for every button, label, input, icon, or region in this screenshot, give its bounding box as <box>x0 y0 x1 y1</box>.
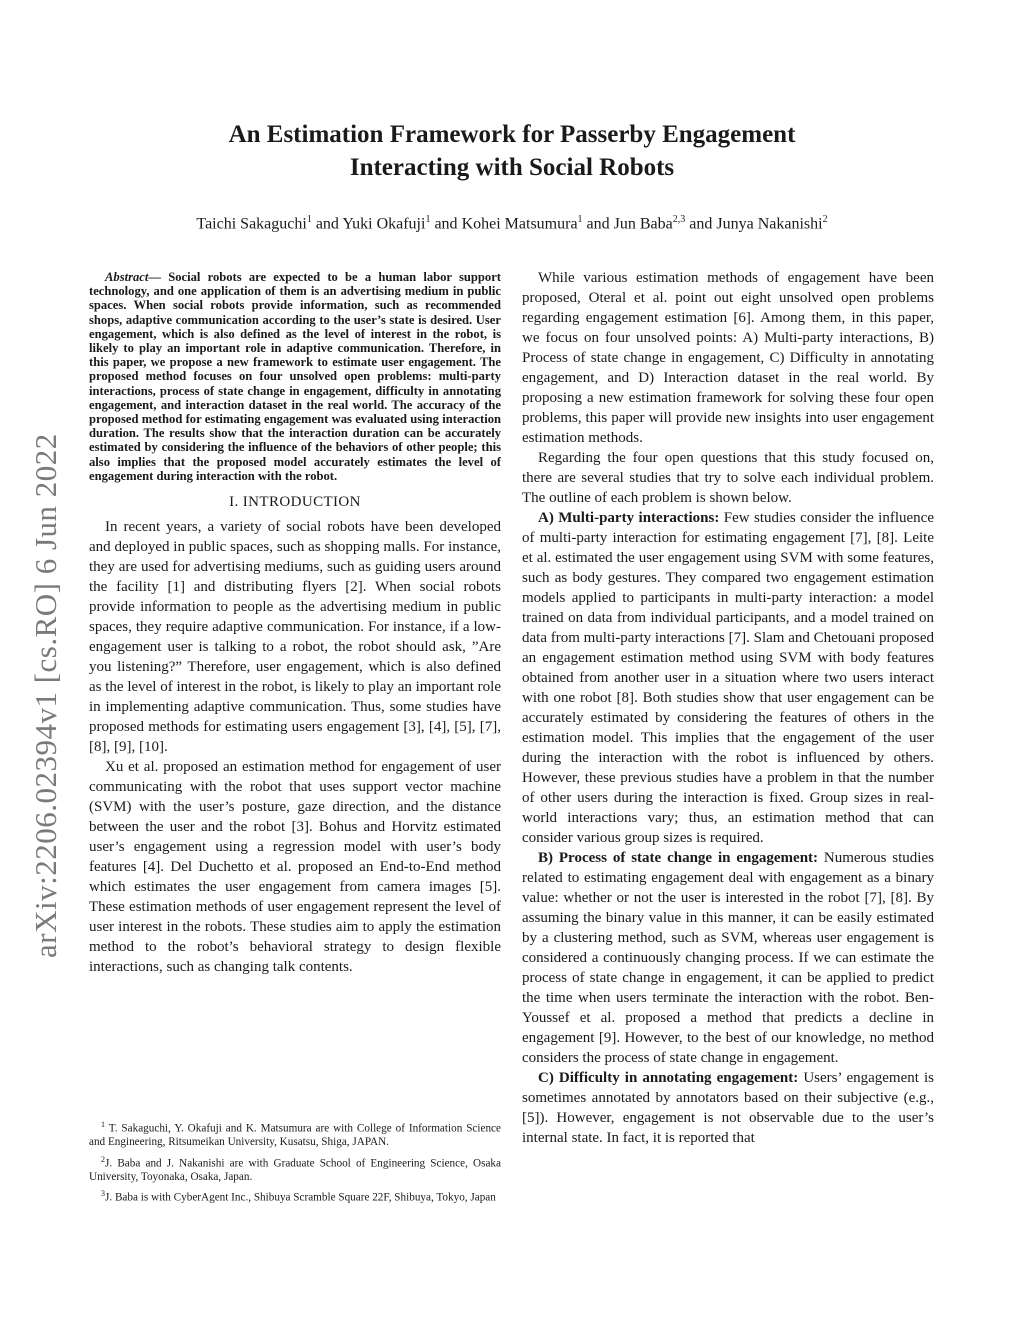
paragraph-lead: A) Multi-party interactions: <box>538 510 720 526</box>
paragraph-lead: B) Process of state change in engagement: <box>538 850 819 866</box>
author-joiner: and <box>311 215 343 233</box>
body-paragraph <box>522 448 934 508</box>
author-name: Jun Baba <box>613 215 673 233</box>
footnote-text: J. Baba and J. Nakanishi are with Graduate School of Engineering Science, Osaka University, Toyonaka, Osaka, Japan. <box>89 1157 501 1183</box>
author-affiliation-mark: 1 <box>425 214 431 225</box>
author-joiner: and <box>582 215 614 233</box>
body-paragraph <box>522 848 934 1068</box>
paragraph-text: Users’ engagement is sometimes annotated by annotators based on their subjective (e.g., [5]). However, engagement is not observable due to the user’s internal state. In fact, it is reported that <box>522 1070 934 1146</box>
footnote-text: T. Sakaguchi, Y. Okafuji and K. Matsumura are with College of Information Science and Engineering, Ritsumeikan University, Kusatsu, Shiga, JAPAN. <box>89 1122 501 1149</box>
author-affiliation-mark: 1 <box>306 214 312 225</box>
abstract-text: — Social robots are expected to be a human labor support technology, and one application of them is an advertising medium in public spaces. When social robots provide information, such as recommended shops, adaptive communication according to the user’s state is desired. User engagement, which is also defined as the level of interest in the robot, is likely to play an important role in adaptive communication. Therefore, in this paper, we propose a new framework to estimate user engagement. The proposed method focuses on four unsolved open problems: multi-party interactions, process of state change in engagement, difficulty in annotating engagement, and interaction dataset in the real world. The accuracy of the proposed method for estimating engagement was evaluated using interaction duration. The results show that the interaction duration can be accurately estimated by considering the influence of the behaviors of other people; this also implies that the proposed model accurately estimates the level of engagement during interaction with the robot. <box>89 270 501 483</box>
author-affiliation-mark: 2,3 <box>672 214 686 225</box>
title-line-2: Interacting with Social Robots <box>349 154 675 181</box>
abstract <box>89 270 501 483</box>
paragraph-text: Few studies consider the influence of multi-party interaction for estimating engagement [7], [8]. Leite et al. estimated the user engagement using SVM with some features, such as body gestures. They compared two engagement estimation models applied to participants in multi-party interaction: a model trained on data from individual participants, and a model trained on data from multi-party interactions [7]. Slam and Chetouani proposed an engagement estimation method using SVM with body features obtained from another user in a situation where two users interact with one robot [8]. Both studies show that user engagement can be accurately estimated by considering the features of others in the estimation model. This implies that the engagement of the user during the interaction with the robot is influenced by others. However, these previous studies have a problem in that the number of other users during the interaction is fixed. Group sizes in real-world interactions vary; thus, an estimation method that can consider various group sizes is required. <box>522 510 934 846</box>
footnote <box>89 1118 501 1150</box>
author-name: Kohei Matsumura <box>461 215 578 233</box>
author-name: Taichi Sakaguchi <box>196 215 307 233</box>
footnote <box>89 1153 501 1185</box>
title-line-1: An Estimation Framework for Passerby Engagement <box>228 121 796 148</box>
intro-paragraph: In recent years, a variety of social robots have been developed and deployed in public spaces, such as shopping malls. For instance, they are used for advertising mediums, such as guiding users around the facility [1] and distributing flyers [2]. When social robots provide information to people as the advertising medium in public spaces, they require adaptive communication. For instance, if a low-engagement user is talking to a robot, the robot should ask, ”Are you listening?” Therefore, user engagement, which is also defined as the level of interest in the robot, is likely to play an important role in implementing adaptive communication. Thus, some studies have proposed methods for estimating users engagement [3], [4], [5], [7], [8], [9], [10]. <box>89 519 501 756</box>
author-name: Yuki Okafuji <box>342 215 426 233</box>
paragraph-text: While various estimation methods of engagement have been proposed, Oteral et al. point out eight unsolved open problems regarding engagement estimation [6]. Among them, in this paper, we focus on four unsolved points: A) Multi-party interactions, B) Process of state change in engagement, C) Difficulty in annotating engagement, and D) Interaction dataset in the real world. By proposing a new estimation framework for solving these four open problems, this paper will provide new insights into user engagement estimation methods. <box>522 270 934 446</box>
author-affiliation-mark: 1 <box>577 214 583 225</box>
body-paragraph <box>522 268 934 448</box>
intro-paragraph: Xu et al. proposed an estimation method for engagement of user communicating with the robot that uses support vector machine (SVM) with the user’s posture, gaze direction, and the distance between the user and the robot [3]. Bohus and Horvitz estimated user’s engagement using a regression model with user’s body features [4]. Del Duchetto et al. proposed an End-to-End method which estimates the user engagement from camera images [5]. These estimation methods of user engagement represent the level of user interest in the robots. These studies aim to apply the estimation method to the robot’s behavioral strategy to design flexible interactions, such as changing talk contents. <box>89 759 501 976</box>
paragraph-text: Numerous studies related to estimating engagement deal with engagement as a binary value: whether or not the user is interested in the robot [7], [8]. By assuming the binary value in this manner, it can be easily estimated by a clustering method, such as SVM, whereas user engagement is considered a continuously changing process. If we can estimate the process of state change in engagement, it can be applied to predict the time when users terminate the interaction with the robot. Ben-Youssef et al. proposed a method that predicts a decline in engagement [9]. However, to the best of our knowledge, no method considers the process of state change in engagement. <box>522 850 934 1066</box>
author-list <box>90 210 934 234</box>
arxiv-identifier[interactable]: arXiv:2206.02394v1 [cs.RO] 6 Jun 2022 <box>28 433 63 958</box>
author-affiliation-mark: 2 <box>822 214 828 225</box>
right-column <box>522 268 934 1148</box>
author-name: Junya Nakanishi <box>716 215 823 233</box>
footnotes <box>89 1118 501 1209</box>
section-heading: I. INTRODUCTION <box>229 494 361 511</box>
footnote-mark: 3 <box>101 1189 105 1199</box>
paragraph-lead: C) Difficulty in annotating engagement: <box>538 1070 799 1086</box>
author-joiner: and <box>685 215 717 233</box>
footnote <box>89 1187 501 1205</box>
author-joiner: and <box>430 215 462 233</box>
footnote-text: J. Baba is with CyberAgent Inc., Shibuya Scramble Square 22F, Shibuya, Tokyo, Japan <box>105 1192 496 1205</box>
body-paragraph <box>522 508 934 848</box>
footnote-mark: 1 <box>101 1120 105 1129</box>
abstract-label: Abstract <box>105 270 149 284</box>
paragraph-text: Regarding the four open questions that this study focused on, there are several studies that try to solve each individual problem. The outline of each problem is shown below. <box>522 450 934 506</box>
body-paragraph <box>522 1068 934 1148</box>
left-column <box>89 270 501 977</box>
footnote-mark: 2 <box>101 1154 105 1164</box>
paper-title <box>150 118 874 184</box>
